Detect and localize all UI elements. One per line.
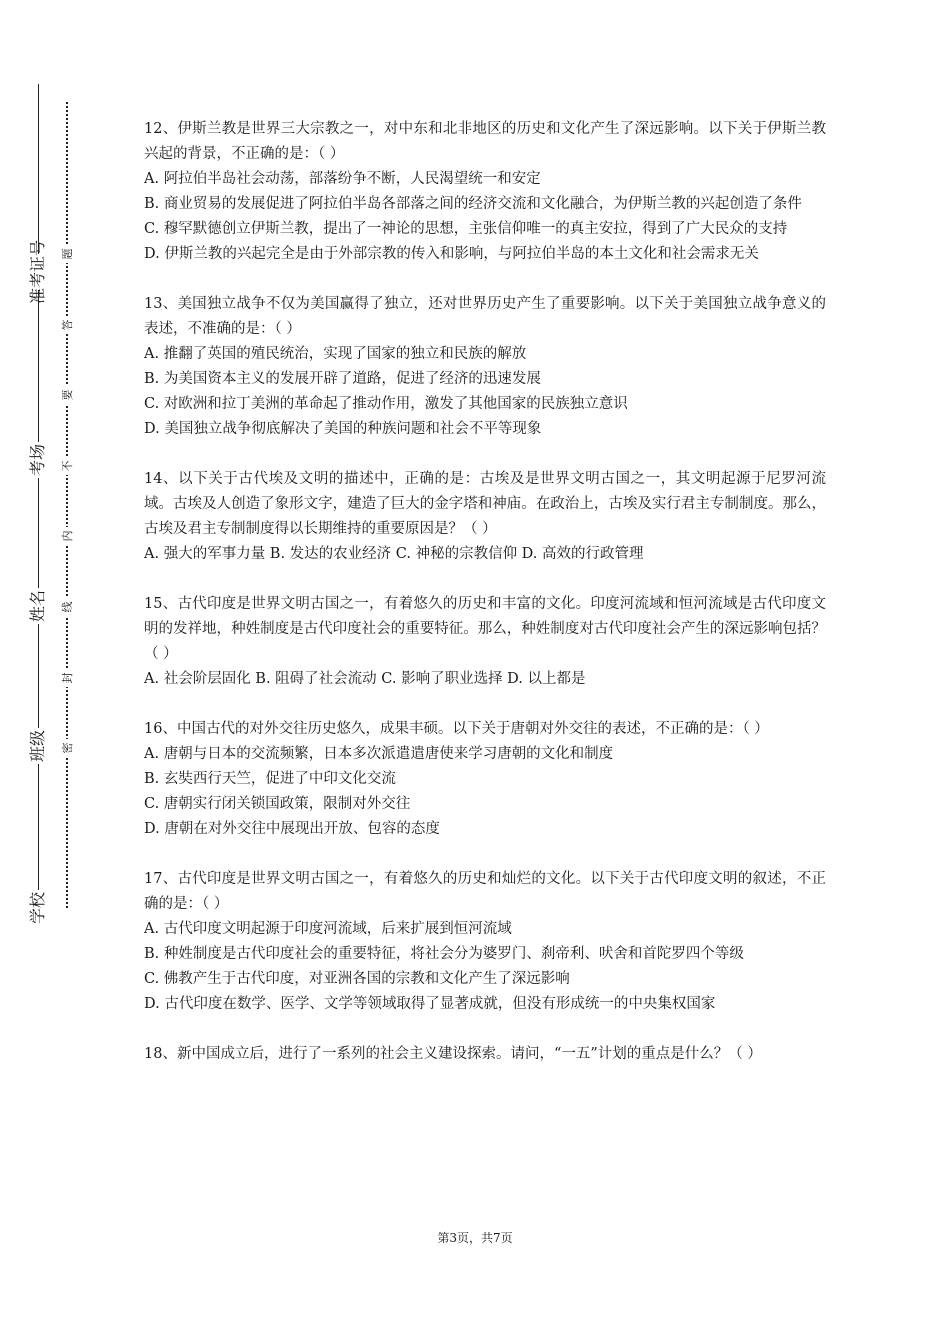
option-d: D. 美国独立战争彻底解决了美国的种族问题和社会不平等现象	[144, 421, 542, 437]
seal-char: 答	[58, 316, 76, 334]
seal-dotted-line	[66, 102, 68, 908]
options-inline: A. 强大的军事力量 B. 发达的农业经济 C. 神秘的宗教信仰 D. 高效的行政管理	[144, 546, 644, 562]
option-a: A. 阿拉伯半岛社会动荡，部落纷争不断，人民渴望统一和安定	[144, 171, 541, 187]
question-list	[144, 117, 826, 1092]
seal-char: 不	[58, 457, 76, 475]
seal-char: 密	[58, 739, 76, 757]
option-c: C. 唐朝实行闭关锁国政策，限制对外交往	[144, 796, 411, 812]
question-15	[144, 592, 826, 692]
option-a: A. 古代印度文明起源于印度河流域，后来扩展到恒河流域	[144, 921, 512, 937]
field-label-exam-number: 准考证号	[18, 254, 58, 290]
binding-margin	[0, 0, 100, 1344]
option-c: C. 穆罕默德创立伊斯兰教，提出了一神论的思想，主张信仰唯一的真主安拉，得到了广大民众的支持	[144, 221, 788, 237]
question-17	[144, 867, 826, 1017]
option-b: B. 玄奘西行天竺，促进了中印文化交流	[144, 771, 396, 787]
question-13	[144, 292, 826, 442]
option-b: B. 种姓制度是古代印度社会的重要特征，将社会分为婆罗门、刹帝利、吠舍和首陀罗四个等级	[144, 946, 744, 962]
option-b: B. 为美国资本主义的发展开辟了道路，促进了经济的迅速发展	[144, 371, 541, 387]
page-number: 第3页，共7页	[437, 1231, 513, 1245]
question-stem: 17、古代印度是世界文明古国之一，有着悠久的历史和灿烂的文化。以下关于古代印度文明的叙述，不正确的是：（ ）	[144, 871, 826, 912]
question-12	[144, 117, 826, 267]
field-label-exam-room: 考场	[18, 442, 58, 478]
field-label-class: 班级	[18, 728, 58, 764]
question-stem: 12、伊斯兰教是世界三大宗教之一，对中东和北非地区的历史和文化产生了深远影响。以下关于伊斯兰教兴起的背景，不正确的是：（ ）	[144, 121, 826, 162]
option-d: D. 唐朝在对外交往中展现出开放、包容的态度	[144, 821, 440, 837]
option-c: C. 对欧洲和拉丁美洲的革命起了推动作用，激发了其他国家的民族独立意识	[144, 396, 628, 412]
seal-char: 线	[58, 598, 76, 616]
option-d: D. 古代印度在数学、医学、文学等领域取得了显著成就，但没有形成统一的中央集权国家	[144, 996, 716, 1012]
option-a: A. 唐朝与日本的交流频繁，日本多次派遣遣唐使来学习唐朝的文化和制度	[144, 746, 614, 762]
option-c: C. 佛教产生于古代印度，对亚洲各国的宗教和文化产生了深远影响	[144, 971, 570, 987]
question-stem: 16、中国古代的对外交往历史悠久，成果丰硕。以下关于唐朝对外交往的表述，不正确的是：（ ）	[144, 721, 769, 737]
question-stem: 15、古代印度是世界文明古国之一，有着悠久的历史和丰富的文化。印度河流域和恒河流域是古代印度文明的发祥地，种姓制度是古代印度社会的重要特征。那么，种姓制度对古代印度社会产生的深远影响包括？（ ）	[144, 596, 826, 662]
seal-char: 要	[58, 386, 76, 404]
question-18	[144, 1042, 826, 1067]
option-d: D. 伊斯兰教的兴起完全是由于外部宗教的传入和影响，与阿拉伯半岛的本土文化和社会需求无关	[144, 246, 759, 262]
question-stem: 18、新中国成立后，进行了一系列的社会主义建设探索。请问，“一五”计划的重点是什么？（ ）	[144, 1046, 762, 1062]
field-label-school: 学校	[18, 890, 58, 926]
question-stem: 14、以下关于古代埃及文明的描述中，正确的是：古埃及是世界文明古国之一，其文明起源于尼罗河流域。古埃及人创造了象形文字，建造了巨大的金字塔和神庙。在政治上，古埃及实行君主专制制度。那么，古埃及君主专制制度得以长期维持的重要原因是？（ ）	[144, 471, 826, 537]
option-a: A. 推翻了英国的殖民统治，实现了国家的独立和民族的解放	[144, 346, 527, 362]
question-16	[144, 717, 826, 842]
options-inline: A. 社会阶层固化 B. 阻碍了社会流动 C. 影响了职业选择 D. 以上都是	[144, 671, 586, 687]
field-label-name: 姓名	[18, 588, 58, 624]
question-14	[144, 467, 826, 567]
seal-char: 内	[58, 527, 76, 545]
seal-char: 题	[58, 245, 76, 263]
seal-char: 封	[58, 669, 76, 687]
question-stem: 13、美国独立战争不仅为美国赢得了独立，还对世界历史产生了重要影响。以下关于美国独立战争意义的表述，不准确的是：（ ）	[144, 296, 826, 337]
binding-solid-line	[38, 84, 39, 922]
option-b: B. 商业贸易的发展促进了阿拉伯半岛各部落之间的经济交流和文化融合，为伊斯兰教的兴起创造了条件	[144, 196, 802, 212]
